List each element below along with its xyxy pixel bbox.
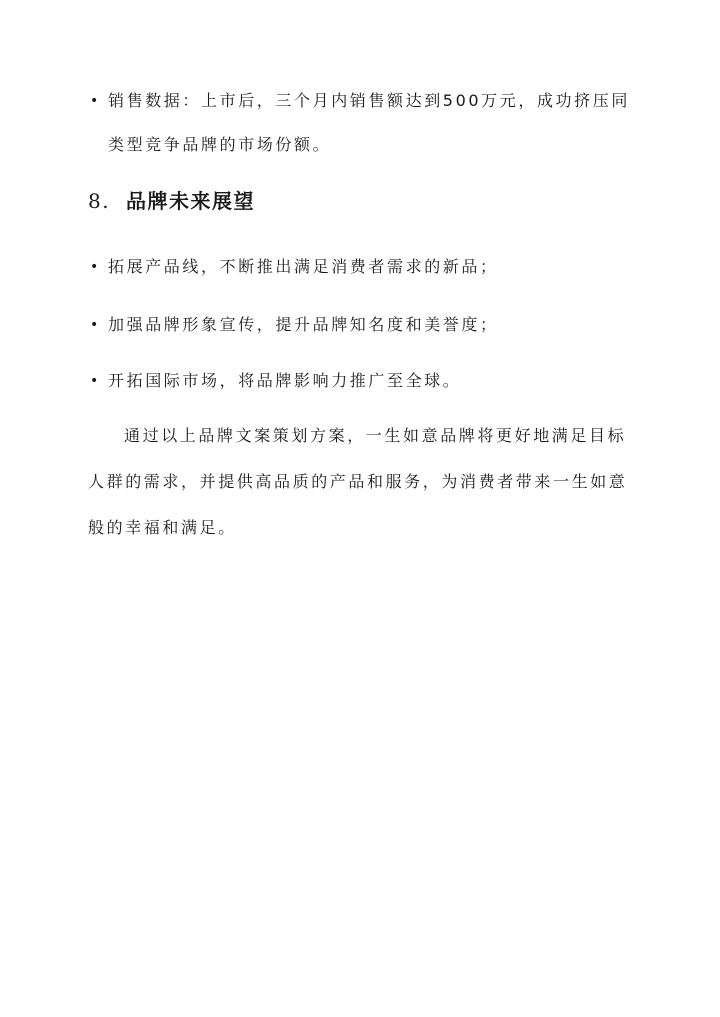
bullet-dot: • [90, 373, 99, 389]
bullet-text: 开拓国际市场，将品牌影响力推广至全球。 [108, 371, 462, 390]
bullet-item [90, 359, 638, 403]
bullet-item-sales [90, 79, 638, 167]
conclusion-paragraph: 通过以上品牌文案策划方案，一生如意品牌将更好地满足目标人群的需求，并提供高品质的产品和服务，为消费者带来一生如意般的幸福和满足。 [88, 426, 628, 537]
bullet-text: 拓展产品线，不断推出满足消费者需求的新品； [108, 257, 499, 276]
bullet-item [90, 303, 638, 347]
section-title: 品牌未来展望 [126, 189, 255, 213]
bullet-item [90, 245, 638, 289]
bullet-text: 加强品牌形象宣传，提升品牌知名度和美誉度； [108, 315, 499, 334]
bullet-dot: • [90, 259, 99, 275]
section-heading [88, 183, 255, 219]
section-number: 8. [88, 189, 111, 213]
bullet-text: 销售数据：上市后，三个月内销售额达到500万元，成功挤压同类型竞争品牌的市场份额。 [108, 91, 630, 154]
bullet-dot: • [90, 93, 99, 109]
bullet-dot: • [90, 317, 99, 333]
